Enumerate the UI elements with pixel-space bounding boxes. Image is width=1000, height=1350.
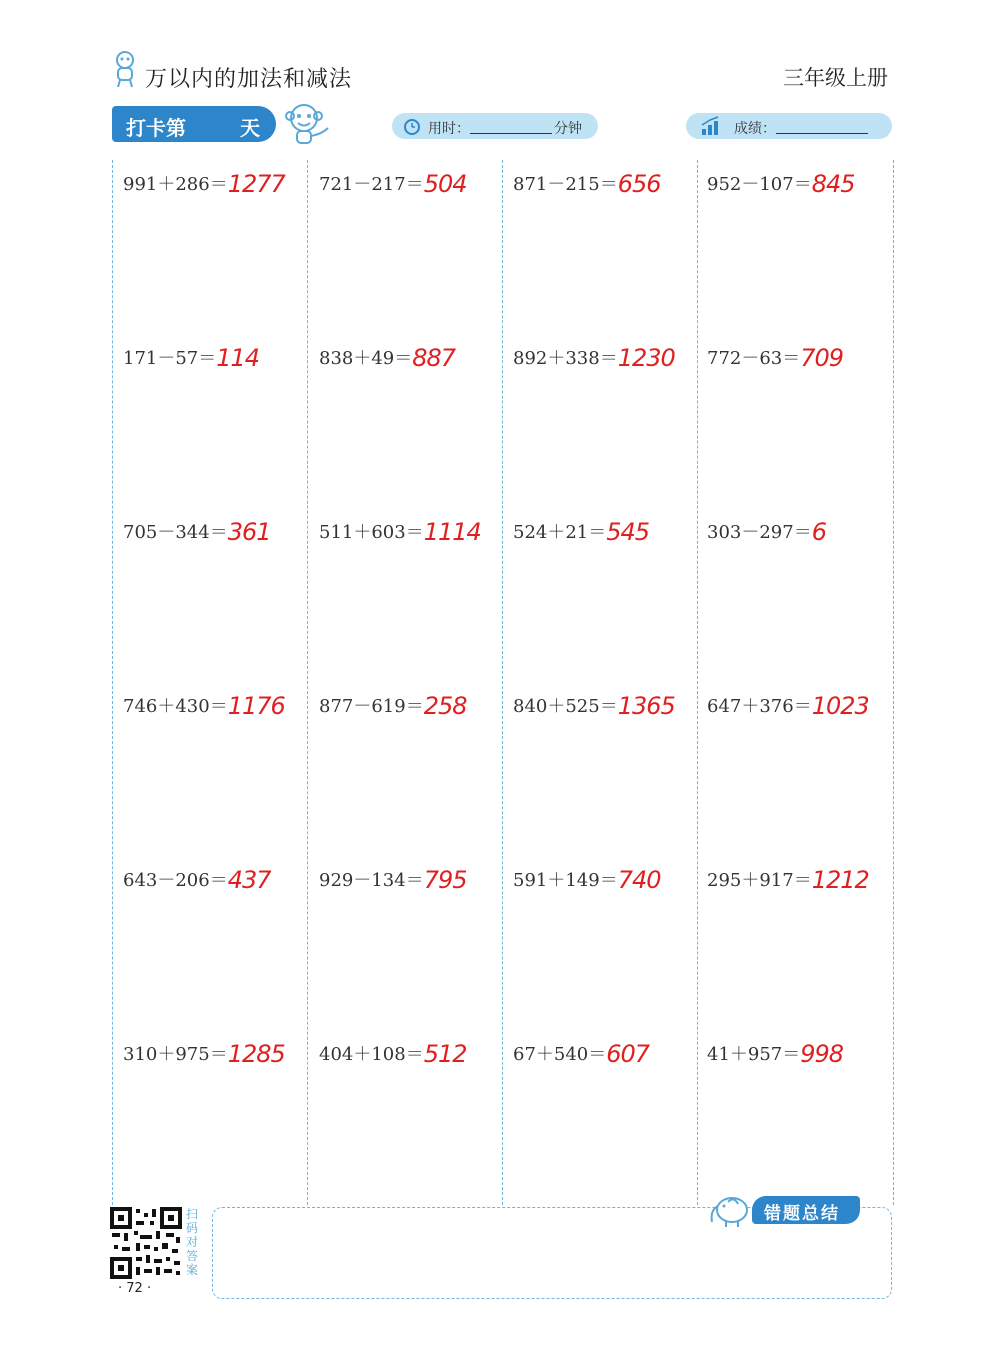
equation-question: 721－217＝ [319, 174, 424, 195]
chart-icon [700, 116, 722, 136]
problem-cell [319, 682, 509, 722]
equation-question: 171－57＝ [123, 348, 217, 369]
equation-question: 647＋376＝ [707, 696, 812, 717]
equation [319, 518, 481, 546]
day-badge [112, 106, 276, 142]
problem-cell [707, 682, 897, 722]
problem-cell [319, 856, 509, 896]
equation [513, 170, 661, 198]
time-unit: 分钟 [554, 121, 582, 137]
handwritten-answer[interactable]: 740 [617, 866, 661, 894]
equation-question: 840＋525＝ [513, 696, 618, 717]
equation [707, 170, 855, 198]
equation [707, 692, 869, 720]
handwritten-answer[interactable]: 709 [800, 344, 844, 372]
equation [319, 344, 455, 372]
time-pill [392, 113, 598, 139]
page-title: 万以内的加法和减法 [145, 67, 353, 92]
summary-label: 错题总结 [764, 1204, 840, 1224]
equation-question: 746＋430＝ [123, 696, 228, 717]
handwritten-answer[interactable]: 1285 [227, 1040, 285, 1068]
handwritten-answer[interactable]: 656 [617, 170, 661, 198]
equation-question: 303－297＝ [707, 522, 812, 543]
equation [123, 344, 259, 372]
problem-cell [513, 334, 703, 374]
handwritten-answer[interactable]: 504 [423, 170, 467, 198]
clock-icon [402, 116, 422, 136]
problem-cell [319, 1030, 509, 1070]
equation-question: 295＋917＝ [707, 870, 812, 891]
handwritten-answer[interactable]: 258 [423, 692, 467, 720]
score-blank[interactable] [776, 133, 868, 134]
equation [707, 344, 843, 372]
equation-question: 41＋957＝ [707, 1044, 801, 1065]
equation [123, 692, 285, 720]
equation-question: 772－63＝ [707, 348, 801, 369]
problem-cell [513, 856, 703, 896]
equation [513, 866, 661, 894]
problem-cell [707, 334, 897, 374]
equation-question: 591＋149＝ [513, 870, 618, 891]
handwritten-answer[interactable]: 114 [216, 344, 260, 372]
handwritten-answer[interactable]: 512 [423, 1040, 467, 1068]
equation-question: 838＋49＝ [319, 348, 413, 369]
equation [513, 1040, 649, 1068]
handwritten-answer[interactable]: 887 [412, 344, 456, 372]
equation [123, 1040, 285, 1068]
handwritten-answer[interactable]: 1365 [617, 692, 675, 720]
problem-cell [513, 160, 703, 200]
equation-question: 310＋975＝ [123, 1044, 228, 1065]
equation [513, 344, 675, 372]
problem-cell [513, 1030, 703, 1070]
equation [123, 170, 285, 198]
equation [707, 518, 826, 546]
problem-cell [513, 508, 703, 548]
handwritten-answer[interactable]: 437 [227, 866, 271, 894]
equation [513, 692, 675, 720]
equation-question: 892＋338＝ [513, 348, 618, 369]
problem-cell [319, 334, 509, 374]
handwritten-answer[interactable]: 795 [423, 866, 467, 894]
problem-cell [707, 508, 897, 548]
equation-question: 929－134＝ [319, 870, 424, 891]
handwritten-answer[interactable]: 6 [811, 518, 826, 546]
problem-cell [707, 1030, 897, 1070]
time-label: 用时： [428, 121, 470, 137]
problem-cell [707, 856, 897, 896]
score-label: 成绩： [734, 121, 776, 137]
handwritten-answer[interactable]: 1212 [811, 866, 869, 894]
equation [707, 1040, 843, 1068]
monkey-mascot-icon [282, 100, 334, 148]
handwritten-answer[interactable]: 607 [606, 1040, 650, 1068]
equation [319, 170, 467, 198]
equation-question: 643－206＝ [123, 870, 228, 891]
problem-cell [123, 160, 313, 200]
mistake-summary-tag [752, 1196, 860, 1224]
mascot-icon [110, 50, 140, 88]
handwritten-answer[interactable]: 1176 [227, 692, 285, 720]
problem-cell [319, 160, 509, 200]
equation-question: 524＋21＝ [513, 522, 607, 543]
handwritten-answer[interactable]: 1114 [423, 518, 481, 546]
score-pill [686, 113, 892, 139]
problem-cell [513, 682, 703, 722]
handwritten-answer[interactable]: 998 [800, 1040, 844, 1068]
equation [123, 866, 271, 894]
handwritten-answer[interactable]: 1277 [227, 170, 285, 198]
problem-cell [707, 160, 897, 200]
qr-code-icon[interactable] [110, 1207, 182, 1279]
equation [319, 866, 467, 894]
equation-question: 511＋603＝ [319, 522, 424, 543]
equation-question: 871－215＝ [513, 174, 618, 195]
equation [319, 692, 467, 720]
equation-question: 705－344＝ [123, 522, 228, 543]
scan-for-answers-label: 扫 码 对 答 案 [186, 1207, 199, 1277]
handwritten-answer[interactable]: 1230 [617, 344, 675, 372]
elephant-icon [706, 1188, 752, 1228]
equation [123, 518, 271, 546]
equation-question: 877－619＝ [319, 696, 424, 717]
problem-cell [123, 682, 313, 722]
equation [319, 1040, 467, 1068]
problem-cell [123, 334, 313, 374]
page-number: · 72 · [118, 1281, 152, 1296]
equation-question: 67＋540＝ [513, 1044, 607, 1065]
equation [513, 518, 649, 546]
problem-cell [123, 508, 313, 548]
equation-question: 991＋286＝ [123, 174, 228, 195]
time-blank[interactable] [470, 133, 552, 134]
problem-cell [319, 508, 509, 548]
problem-cell [123, 1030, 313, 1070]
handwritten-answer[interactable]: 1023 [811, 692, 869, 720]
equation [707, 866, 869, 894]
problem-cell [123, 856, 313, 896]
day-suffix: 天 [240, 116, 260, 140]
handwritten-answer[interactable]: 545 [606, 518, 650, 546]
equation-question: 404＋108＝ [319, 1044, 424, 1065]
day-prefix: 打卡第 [126, 116, 186, 140]
equation-question: 952－107＝ [707, 174, 812, 195]
handwritten-answer[interactable]: 361 [227, 518, 271, 546]
handwritten-answer[interactable]: 845 [811, 170, 855, 198]
grade-label: 三年级上册 [783, 66, 888, 90]
